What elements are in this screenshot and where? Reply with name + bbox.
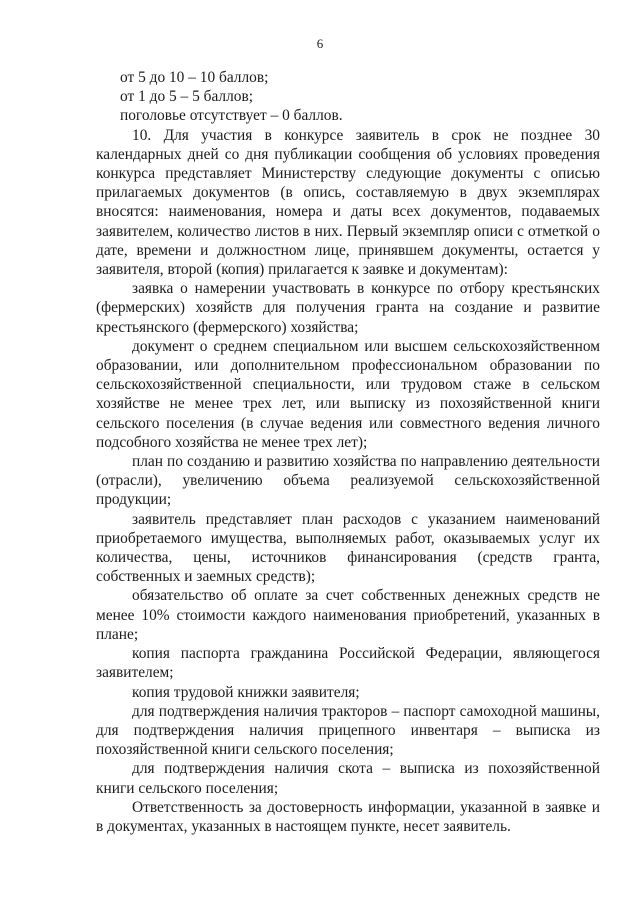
responsibility-paragraph: Ответственность за достоверность информации, указанной в заявке и в документах, указанных в настоящем пункте, несет заявитель. [96, 798, 600, 835]
score-line-2: от 1 до 5 – 5 баллов; [120, 88, 254, 106]
item-expense-plan: заявитель представляет план расходов с указанием наименований приобретаемого имущества, выполняемых работ, оказываемых услуг их количества, цены, источников финансирования (средств гранта, собственных и заемных средств); [96, 510, 600, 586]
document-body [96, 68, 600, 836]
item-application: заявка о намерении участвовать в конкурсе по отбору крестьянских (фермерских) хозяйств для получения гранта на создание и развитие крестьянского (фермерского) хозяйства; [96, 280, 600, 336]
item-payment-obligation: обязательство об оплате за счет собственных денежных средств не менее 10% стоимости каждого наименования приобретений, указанных в плане; [96, 587, 600, 643]
paragraph-10: 10. Для участия в конкурсе заявитель в срок не позднее 30 календарных дней со дня публикации сообщения об условиях проведения конкурса представляет Министерству следующие документы с описью прилагаемых документов (в опись, составляемую в двух экземплярах вносятся: наименования, номера и даты всех документов, подаваемых заявителем, количество листов в них. Первый экземпляр описи с отметкой о дате, времени и должностном лице, принявшем документы, остается у заявителя, второй (копия) прилагается к заявке и документам): [96, 126, 600, 279]
item-education: документ о среднем специальном или высшем сельскохозяйственном образовании, или дополнительном профессиональном образовании по сельскохозяйственной специальности, или трудовом стаже в сельском хозяйстве не менее трех лет, или выписку из похозяйственной книги сельского поселения (в случае ведения или совместного ведения личного подсобного хозяйства не менее трех лет); [96, 337, 600, 451]
page-number: 6 [316, 36, 324, 51]
item-livestock: для подтверждения наличия скота – выписка из похозяйственной книги сельского поселения; [96, 760, 600, 797]
item-tractors: для подтверждения наличия тракторов – паспорт самоходной машины, для подтверждения наличия прицепного инвентаря – выписка из похозяйственной книги сельского поселения; [96, 702, 600, 759]
item-development-plan: план по созданию и развитию хозяйства по направлению деятельности (отрасли), увеличению объема реализуемой сельскохозяйственной продукции; [96, 453, 600, 509]
item-passport-copy: копия паспорта гражданина Российской Федерации, являющегося заявителем; [96, 645, 600, 682]
score-line-1: от 5 до 10 – 10 баллов; [120, 69, 269, 86]
score-line-3: поголовье отсутствует – 0 баллов. [120, 107, 343, 125]
item-workbook-copy: копия трудовой книжки заявителя; [132, 683, 360, 701]
